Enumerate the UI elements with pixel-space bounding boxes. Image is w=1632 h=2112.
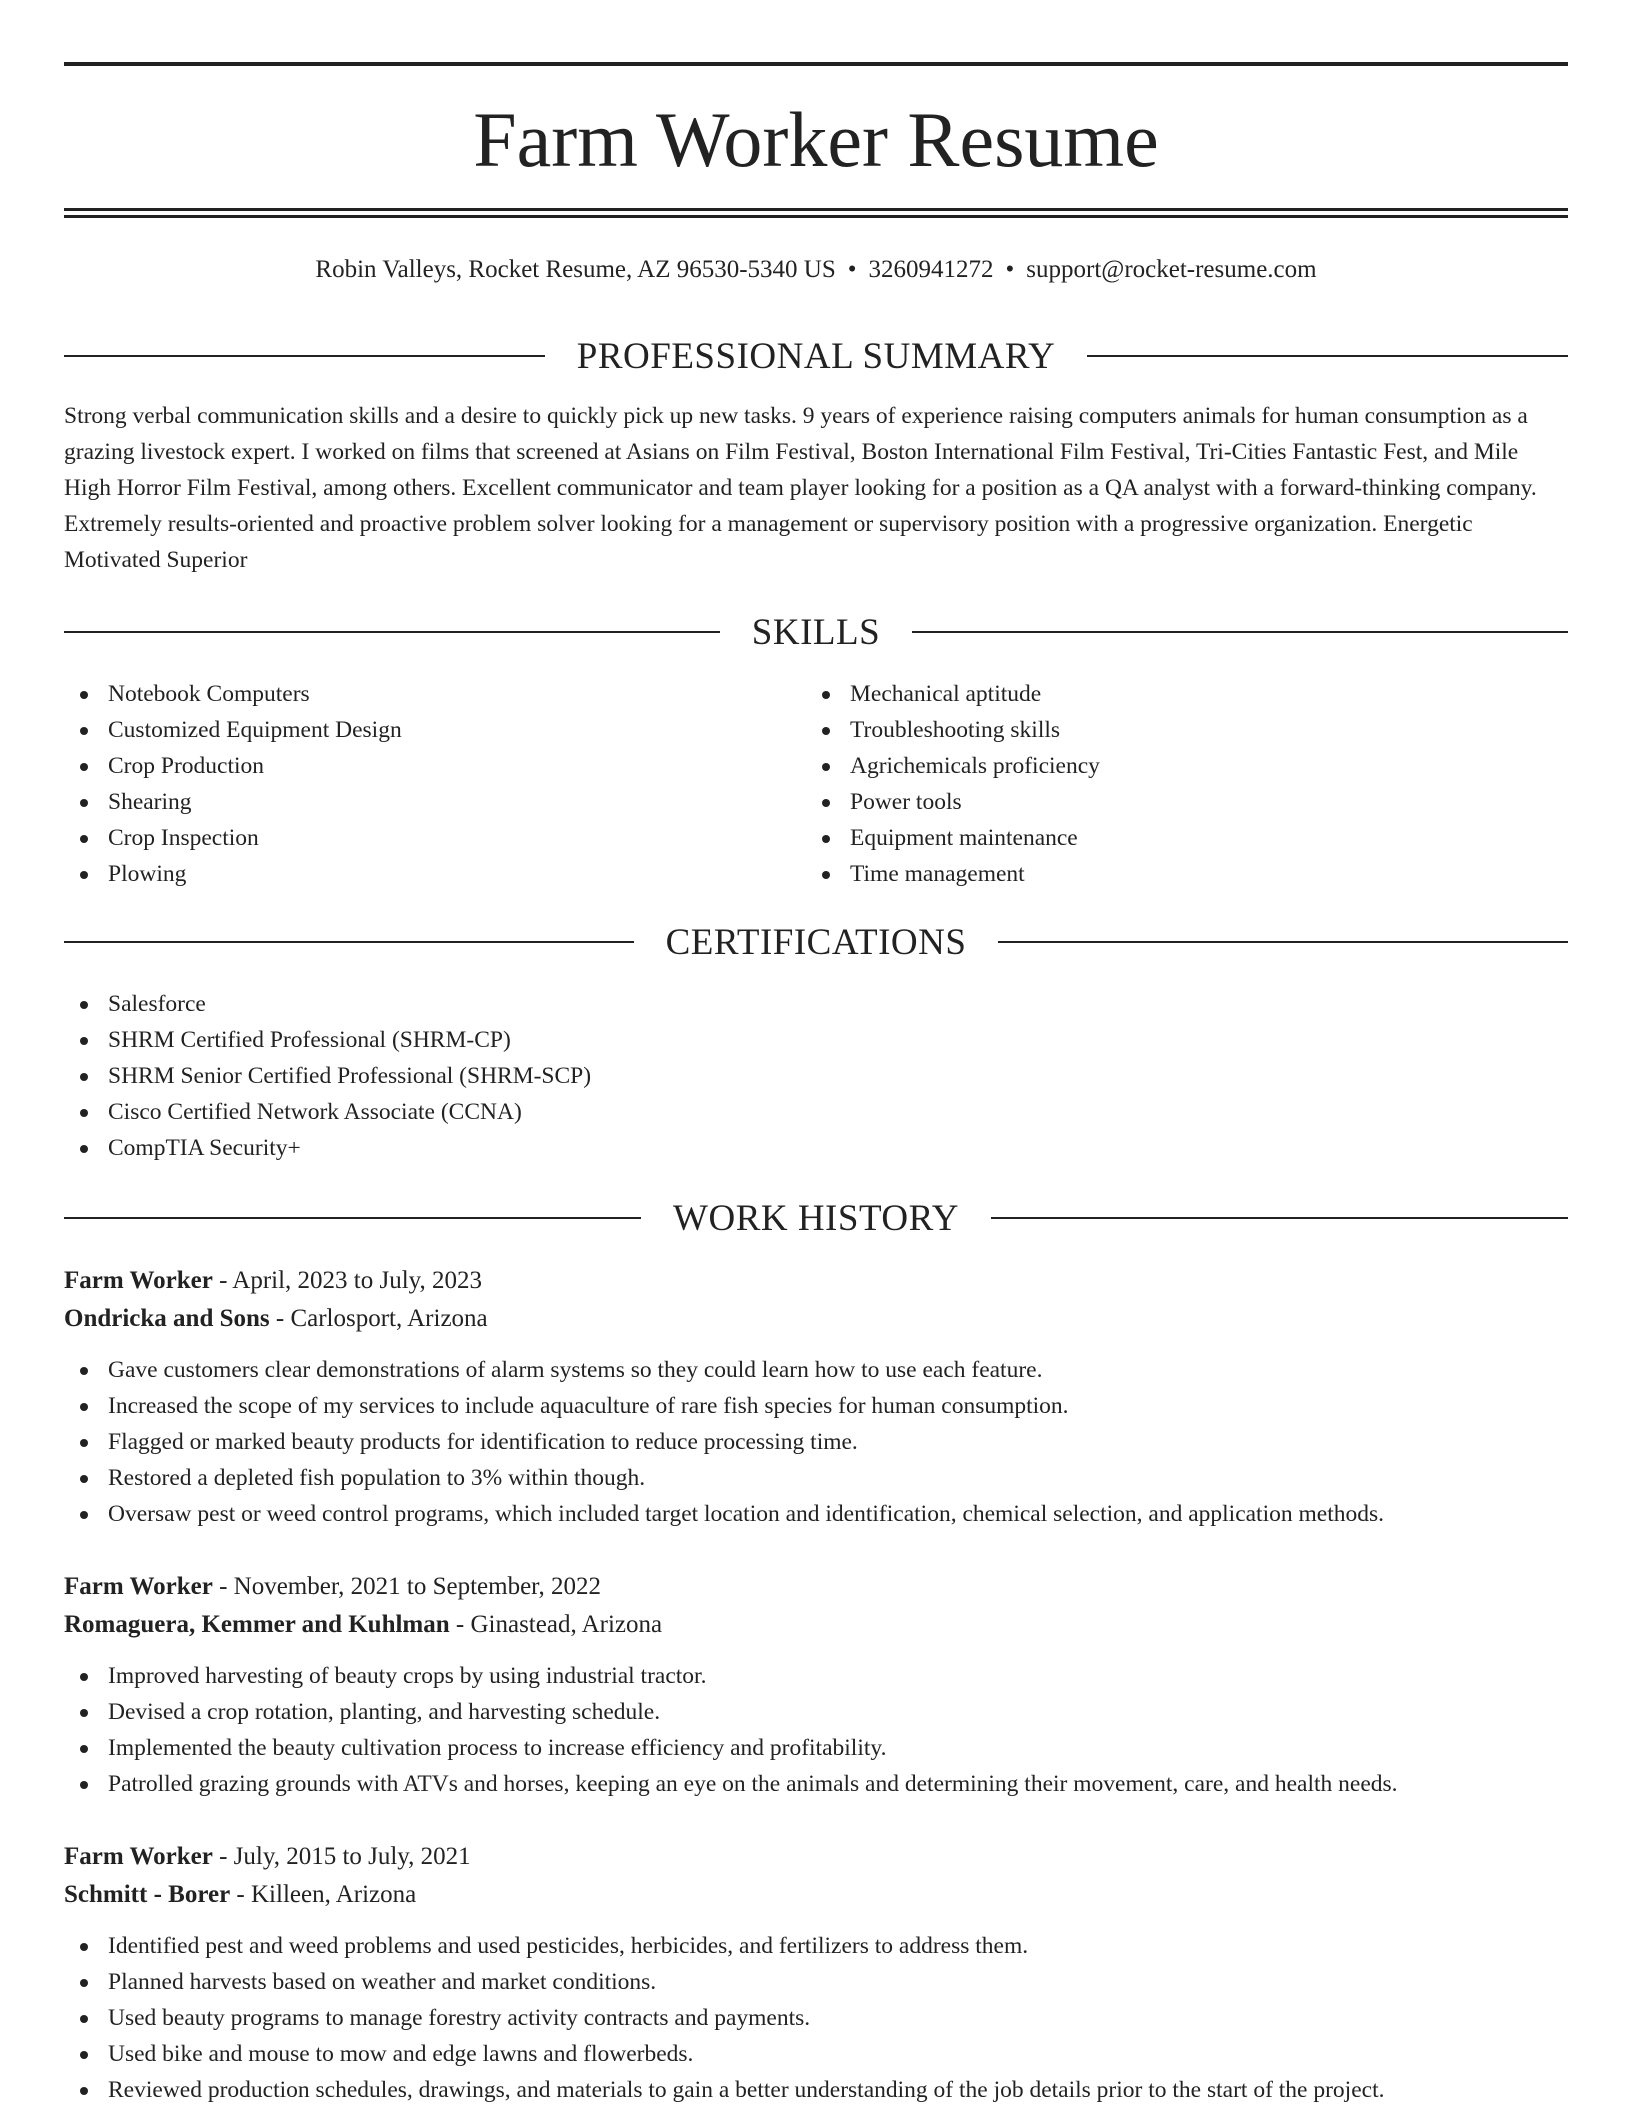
- contact-phone: 3260941272: [868, 256, 994, 283]
- divider-line: [998, 941, 1568, 943]
- job-duty-item: Restored a depleted fish population to 3% within though.: [64, 1460, 1568, 1496]
- job-dates: - November, 2021 to September, 2022: [212, 1573, 602, 1600]
- job-duty-item: Implemented the beauty cultivation process to increase efficiency and profitability.: [64, 1730, 1568, 1766]
- job-entry: [64, 1262, 1568, 1532]
- job-location: - Killeen, Arizona: [230, 1881, 417, 1908]
- job-duty-item: Oversaw pest or weed control programs, which included target location and identification, chemical selection, and application methods.: [64, 1496, 1568, 1532]
- skill-item: Power tools: [806, 784, 1506, 820]
- section-title: WORK HISTORY: [673, 1197, 959, 1239]
- job-duties-list: [64, 1658, 1568, 1802]
- skill-item: Agrichemicals proficiency: [806, 748, 1506, 784]
- job-duty-item: Increased the scope of my services to include aquaculture of rare fish species for human consumption.: [64, 1388, 1568, 1424]
- job-duty-item: Improved harvesting of beauty crops by using industrial tractor.: [64, 1658, 1568, 1694]
- section-header-work-history: [64, 1196, 1568, 1240]
- job-dates: - April, 2023 to July, 2023: [212, 1267, 483, 1294]
- job-title-row: [64, 1838, 1568, 1876]
- job-location: - Ginastead, Arizona: [449, 1611, 663, 1638]
- job-entry: [64, 1838, 1568, 2108]
- job-title: Farm Worker: [64, 1267, 213, 1294]
- job-title: Farm Worker: [64, 1843, 213, 1870]
- section-title: CERTIFICATIONS: [665, 921, 967, 963]
- job-duty-item: Gave customers clear demonstrations of alarm systems so they could learn how to use each feature.: [64, 1352, 1568, 1388]
- contact-line: [64, 252, 1568, 288]
- job-company: Ondricka and Sons: [64, 1305, 270, 1332]
- skill-item: Troubleshooting skills: [806, 712, 1506, 748]
- section-title: SKILLS: [751, 611, 881, 653]
- job-title-row: [64, 1262, 1568, 1300]
- divider-line: [64, 1217, 641, 1219]
- skill-item: Notebook Computers: [64, 676, 764, 712]
- contact-separator: •: [847, 256, 857, 283]
- skill-item: Shearing: [64, 784, 764, 820]
- divider-line: [1087, 355, 1568, 357]
- summary-text: Strong verbal communication skills and a desire to quickly pick up new tasks. 9 years of experience raising computers animals for human consumption as a grazing livestock expert. I worked on films that screened at Asians on Film Festival, Boston International Film Festival, Tri-Cities Fantastic Fest, and Mile High Horror Film Festival, among others. Excellent communicator and team player looking for a position as a QA analyst with a forward-thinking company. Extremely results-oriented and proactive problem solver looking for a management or supervisory position with a progressive organization. Energetic Motivated Superior: [64, 403, 1537, 573]
- job-duty-item: Patrolled grazing grounds with ATVs and horses, keeping an eye on the animals and determining their movement, care, and health needs.: [64, 1766, 1568, 1802]
- title-double-rule: [64, 208, 1568, 218]
- divider-line: [991, 1217, 1568, 1219]
- job-duty-item: Used beauty programs to manage forestry activity contracts and payments.: [64, 2000, 1568, 2036]
- job-company: Schmitt - Borer: [64, 1881, 231, 1908]
- section-header-skills: [64, 610, 1568, 654]
- certification-item: SHRM Senior Certified Professional (SHRM-SCP): [64, 1058, 591, 1094]
- job-title-row: [64, 1568, 1568, 1606]
- skill-item: Time management: [806, 856, 1506, 892]
- resume-title: Farm Worker Resume: [473, 96, 1159, 183]
- contact-separator: •: [1005, 256, 1015, 283]
- top-rule: [64, 62, 1568, 66]
- skills-list-left: [64, 676, 764, 892]
- certification-item: Salesforce: [64, 986, 591, 1022]
- skill-item: Crop Production: [64, 748, 764, 784]
- job-entry: [64, 1568, 1568, 1802]
- divider-line: [64, 941, 634, 943]
- job-company-row: [64, 1300, 1568, 1338]
- job-duty-item: Reviewed production schedules, drawings, and materials to gain a better understanding of the job details prior to the start of the project.: [64, 2072, 1568, 2108]
- certification-item: SHRM Certified Professional (SHRM-CP): [64, 1022, 591, 1058]
- job-duty-item: Planned harvests based on weather and market conditions.: [64, 1964, 1568, 2000]
- skill-item: Plowing: [64, 856, 764, 892]
- job-company-row: [64, 1606, 1568, 1644]
- section-title: PROFESSIONAL SUMMARY: [576, 335, 1056, 377]
- divider-line: [64, 631, 720, 633]
- divider-line: [912, 631, 1568, 633]
- job-duties-list: [64, 1352, 1568, 1532]
- job-duty-item: Flagged or marked beauty products for identification to reduce processing time.: [64, 1424, 1568, 1460]
- job-location: - Carlosport, Arizona: [269, 1305, 488, 1332]
- job-title: Farm Worker: [64, 1573, 213, 1600]
- contact-email: support@rocket-resume.com: [1026, 256, 1317, 283]
- skill-item: Crop Inspection: [64, 820, 764, 856]
- job-duty-item: Used bike and mouse to mow and edge lawns and flowerbeds.: [64, 2036, 1568, 2072]
- job-company-row: [64, 1876, 1568, 1914]
- job-dates: - July, 2015 to July, 2021: [212, 1843, 471, 1870]
- divider-line: [64, 355, 545, 357]
- certifications-list: [64, 986, 591, 1166]
- section-header-certifications: [64, 920, 1568, 964]
- skill-item: Equipment maintenance: [806, 820, 1506, 856]
- skill-item: Customized Equipment Design: [64, 712, 764, 748]
- job-duty-item: Identified pest and weed problems and used pesticides, herbicides, and fertilizers to address them.: [64, 1928, 1568, 1964]
- contact-address: Robin Valleys, Rocket Resume, AZ 96530-5340 US: [315, 256, 836, 283]
- section-header-summary: [64, 334, 1568, 378]
- certification-item: CompTIA Security+: [64, 1130, 591, 1166]
- certification-item: Cisco Certified Network Associate (CCNA): [64, 1094, 591, 1130]
- skills-list-right: [806, 676, 1506, 892]
- job-duty-item: Devised a crop rotation, planting, and harvesting schedule.: [64, 1694, 1568, 1730]
- skill-item: Mechanical aptitude: [806, 676, 1506, 712]
- job-company: Romaguera, Kemmer and Kuhlman: [64, 1611, 450, 1638]
- job-duties-list: [64, 1928, 1568, 2108]
